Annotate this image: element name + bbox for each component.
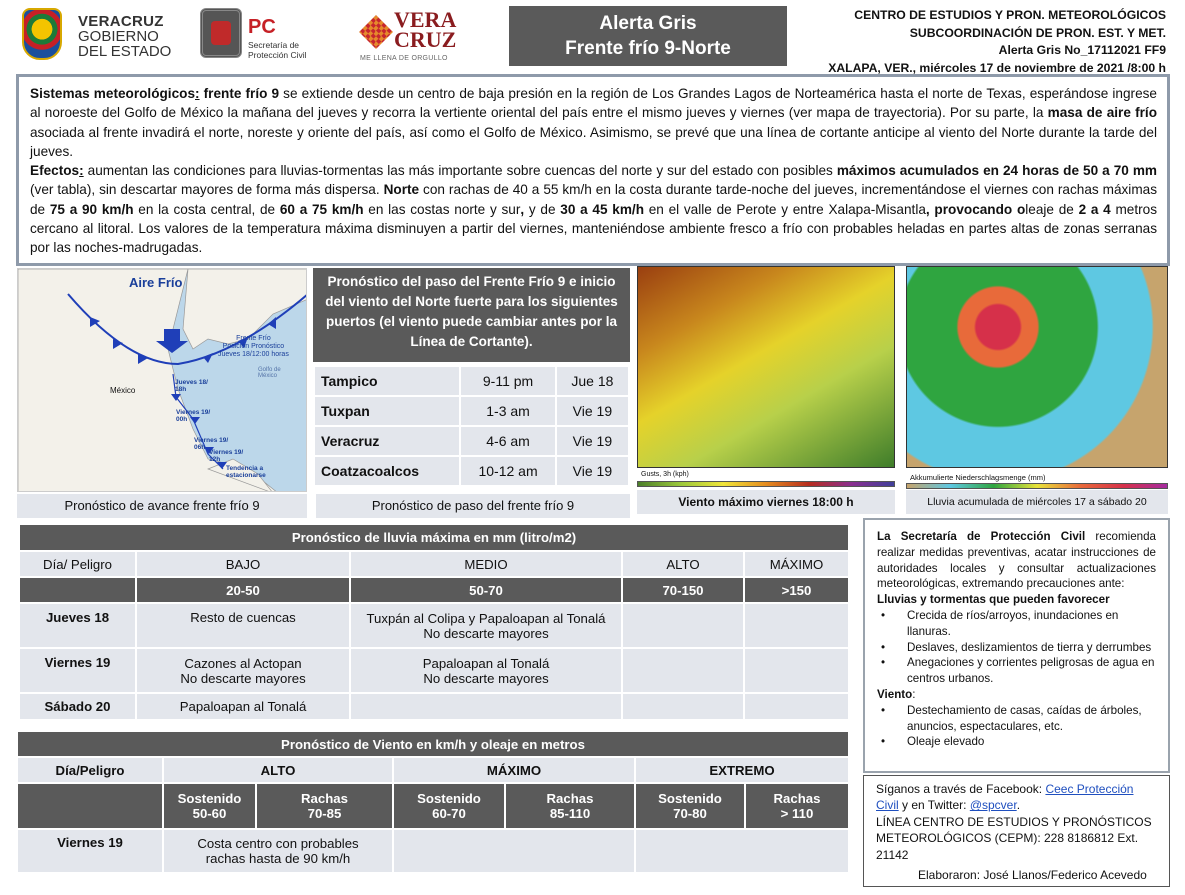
list-item: • Crecida de ríos/arroyos, inundaciones en llanuras. [877, 608, 1156, 640]
rain-medio: Papaloapan al Tonalá No descarte mayores [350, 648, 622, 693]
rain-map-caption: Lluvia acumulada de miércoles 17 a sábado 20 [906, 490, 1168, 514]
port-name: Tuxpan [314, 396, 460, 426]
effects-text1: aumentan las condiciones para lluvias-tormentas las más importante sobre cuencas del norte y sur del estado con posibles [83, 163, 837, 179]
rain-bajo: Papaloapan al Tonalá [136, 693, 350, 720]
veracruz-brand-logo [360, 7, 460, 68]
pc-text: Secretaría de Protección Civil [248, 40, 307, 60]
systems-paragraph: Sistemas meteorológicos: frente frío 9 se extiende desde un centro de baja presión en la región de Los Grandes Lagos de Norteamérica hasta el norte de Texas, esperándose ingrese al noroeste del Golfo de México la mañana del jueves y recorra la vertiente oriental del país entre el mismo jueves y viernes (ver mapa de trayectoria). Por su parte, la masa de aire frío asociada al frente invadirá el norte, noreste y oriente del país, así como el Golfo de México. Asimismo, se prevé que una línea de cortante anticipe al viento del Norte durante la tarde del jueves. [30, 86, 1157, 159]
list-item: • Deslaves, deslizamientos de tierra y derrumbes [877, 640, 1156, 656]
wind-day: Viernes 19 [17, 829, 163, 873]
effects-text2: (ver tabla), sin descartar mayores de forma más dispersa. [30, 182, 384, 198]
sub-label: Rachas [773, 791, 821, 806]
table-row [314, 456, 629, 486]
wind-forecast-table [16, 730, 850, 874]
effects-label: Efectos [30, 163, 80, 179]
effects-text8: leaje de [1025, 201, 1079, 217]
systems-airmass: masa de aire frío [1047, 105, 1157, 121]
sub-value: 60-70 [432, 806, 466, 821]
date-line: XALAPA, VER., miércoles 17 de noviembre de 2021 /8:00 h [828, 60, 1166, 75]
sub-label: Sostenido [177, 791, 242, 806]
sub-value: 70-85 [307, 806, 342, 821]
table-row [19, 693, 849, 720]
header-info [828, 7, 1166, 77]
pos4-label: Viernes 19/ 12h [209, 449, 244, 463]
air-label: Aire Frío [129, 275, 183, 290]
reco-wind-title-wrap: Viento: [877, 687, 916, 701]
port-day: Jue 18 [556, 366, 629, 396]
ports-header: Pronóstico del paso del Frente Frío 9 e inicio del viento del Norte fuerte para los siguientes puertos (el viento puede cambiar antes por la Línea de Cortante). [313, 268, 630, 362]
wind-sub-cell [635, 783, 745, 829]
rain-color-scale [906, 483, 1168, 489]
systems-text2: asociada al frente invadirá el norte, noreste y oriente del país, así como el Golfo de México. Asimismo, se prevé que una línea de cortante anticipe al viento del Norte durante la tarde del jueves. [30, 124, 1157, 159]
systems-description [16, 74, 1170, 266]
reco-rain-title: Lluvias y tormentas que pueden favorecer [877, 593, 1110, 607]
country-label: México [110, 386, 136, 395]
social-text: Síganos a través de Facebook: [876, 782, 1046, 796]
wind-color-scale [637, 481, 895, 487]
systems-front: frente frío 9 [203, 86, 280, 101]
rain-legend-label: Akkumulierte Niederschlagsmenge (mm) [910, 473, 1046, 482]
list-item: • Destechamiento de casas, caídas de árboles, anuncios, espectaculares, etc. [877, 703, 1156, 735]
effects-bold3: 75 a 90 km/h [49, 201, 134, 217]
veracruz-government-logo [22, 6, 192, 64]
effects-bold5: , [520, 201, 525, 217]
table-title-row [17, 731, 849, 757]
rain-alto [622, 648, 744, 693]
rain-day: Viernes 19 [19, 648, 136, 693]
range-alto: 70-150 [622, 577, 744, 603]
rain-bajo: Cazones al Actopan No descarte mayores [136, 648, 350, 693]
wind-sub-empty [17, 783, 163, 829]
wind-sub-cell [505, 783, 635, 829]
port-time: 1-3 am [460, 396, 556, 426]
list-item: • Anegaciones y corrientes peligrosas de agua en centros urbanos. [877, 655, 1156, 687]
alert-title: Alerta Gris [599, 13, 697, 34]
rain-table-title: Pronóstico de lluvia máxima en mm (litro/m2) [19, 524, 849, 551]
reco-intro-bold: La Secretaría de Protección Civil [877, 530, 1086, 543]
front-map-svg [18, 269, 307, 492]
rain-alto [622, 693, 744, 720]
wind-gust-map [637, 266, 895, 468]
effects-bold8: 2 a 4 [1078, 201, 1111, 217]
logo-line3: DEL ESTADO [78, 43, 172, 60]
sub-value: > 110 [780, 806, 814, 821]
wind-header-maximo: MÁXIMO [393, 757, 635, 783]
systems-text1: se extiende desde un centro de baja presión en la región de Los Grandes Lagos de Norteamérica hasta el norte de Texas, esperándose ingrese al noroeste del Golfo de México la mañana del jueves y recorra la vertiente oriental del país entre el mismo jueves y viernes (ver mapa de trayectoria). Por su parte, la [30, 86, 1157, 121]
reco-rain-list [877, 608, 1156, 687]
pos2-label: Viernes 19/ 00h [176, 409, 211, 423]
table-subheader-row [17, 783, 849, 829]
rain-accumulation-map [906, 266, 1168, 468]
wind-sub-cell [745, 783, 849, 829]
header-maximo: MÁXIMO [744, 551, 849, 577]
alert-subtitle: Frente frío 9-Norte [565, 38, 731, 59]
range-empty [19, 577, 136, 603]
rain-day: Jueves 18 [19, 603, 136, 648]
bulletin-id: Alerta Gris No_17112021 FF9 [998, 43, 1166, 57]
wind-extremo [635, 829, 849, 873]
proteccion-civil-logo [200, 8, 330, 62]
pos1-label: Jueves 18/ 18h [175, 379, 208, 393]
rain-forecast-table [18, 523, 850, 721]
social-line [876, 781, 1157, 814]
wind-header-day: Día/Peligro [17, 757, 163, 783]
table-row [17, 829, 849, 873]
port-time: 10-12 am [460, 456, 556, 486]
table-title-row [19, 524, 849, 551]
effects-bold1: máximos acumulados en 24 horas de 50 a 70 mm [836, 163, 1158, 179]
logo-line2: GOBIERNO [78, 28, 159, 45]
social-text3: . [1016, 798, 1021, 813]
brand-line1: VERA [394, 7, 457, 32]
rain-max [744, 693, 849, 720]
trend-label: Tendencia a estacionarse [226, 465, 266, 479]
rain-day: Sábado 20 [19, 693, 136, 720]
sub-value: 70-80 [673, 806, 707, 821]
rain-max [744, 603, 849, 648]
wind-map-caption: Viento máximo viernes 18:00 h [637, 490, 895, 514]
rain-bajo: Resto de cuencas [136, 603, 350, 648]
pc-emblem-icon [200, 8, 242, 58]
gulf-label: Golfo de México [258, 367, 281, 379]
port-time: 9-11 pm [460, 366, 556, 396]
effects-paragraph: Efectos: aumentan las condiciones para lluvias-tormentas las más importante sobre cuencas del norte y sur del estado con posibles máximos acumulados en 24 horas de 50 a 70 mm (ver tabla), sin descartar mayores de forma más dispersa. Norte con rachas de 40 a 55 km/h en la costa durante tarde-noche del jueves, incrementándose el viernes con rachas máximas de 75 a 90 km/h en la costa central, de 60 a 75 km/h en las costas norte y sur, y de 30 a 45 km/h en el valle de Perote y entre Xalapa-Misantla, provocando oleaje de 2 a 4 metros cercano al litoral. Los valores de la temperatura máxima disminuyen a partir del viernes, manteniéndose ambiente fresco a frío con probables heladas en partes altas de zonas serranas por las noches-madrugadas. [30, 163, 1158, 256]
wind-sub-cell [256, 783, 393, 829]
recommendations-box [863, 518, 1170, 773]
list-item: • Oleaje elevado [877, 734, 1156, 750]
header-bajo: BAJO [136, 551, 350, 577]
sub-label: Rachas [546, 791, 594, 806]
ports-caption: Pronóstico de paso del frente frío 9 [316, 494, 630, 518]
wind-legend-label: Gusts, 3h (kph) [641, 471, 689, 478]
port-day: Vie 19 [556, 456, 629, 486]
pc-abbr: PC [248, 16, 276, 38]
sub-label: Sostenido [417, 791, 481, 806]
brand-slogan: ME LLENA DE ORGULLO [360, 55, 448, 62]
sub-value: 85-110 [549, 806, 591, 821]
alert-title-box [509, 6, 787, 66]
effects-text6: y de [524, 201, 561, 217]
range-maximo: >150 [744, 577, 849, 603]
front-track-map [17, 268, 307, 492]
brand-line2: CRUZ [394, 27, 457, 52]
port-name: Coatzacoalcos [314, 456, 460, 486]
rain-alto [622, 603, 744, 648]
reco-wind-list [877, 703, 1156, 750]
wind-maximo [393, 829, 635, 873]
facebook-link[interactable]: Ceec Protección Civil [876, 782, 1134, 813]
port-name: Tampico [314, 366, 460, 396]
sub-label: Sostenido [658, 791, 722, 806]
effects-bold6: 30 a 45 km/h [560, 201, 644, 217]
port-name: Veracruz [314, 426, 460, 456]
table-row [314, 396, 629, 426]
org-line2: SUBCOORDINACIÓN DE PRON. EST. Y MET. [909, 25, 1166, 40]
authors-line: Elaboraron: José Llanos/Federico Acevedo [918, 868, 1147, 883]
wind-header-alto: ALTO [163, 757, 393, 783]
veracruz-pattern-icon [359, 15, 393, 49]
reco-intro [877, 529, 1156, 592]
cepm-phone-line: LÍNEA CENTRO DE ESTUDIOS Y PRONÓSTICOS METEOROLÓGICOS (CEPM): 228 8186812 Ext. 21142 [876, 814, 1152, 862]
header-alto: ALTO [622, 551, 744, 577]
wind-sub-cell [393, 783, 505, 829]
twitter-link[interactable]: @spcver [969, 798, 1017, 813]
port-time: 4-6 am [460, 426, 556, 456]
table-header-row [17, 757, 849, 783]
veracruz-shield-icon [22, 8, 62, 60]
effects-text5: en las costas norte y sur [363, 201, 521, 217]
effects-text4: en la costa central, de [133, 201, 280, 217]
range-medio: 50-70 [350, 577, 622, 603]
reco-wind-title: Viento [877, 687, 913, 701]
wind-header-extremo: EXTREMO [635, 757, 849, 783]
wind-table-title: Pronóstico de Viento en km/h y oleaje en metros [17, 731, 849, 757]
reco-intro-text: recomienda realizar medidas preventivas, acatar instrucciones de autoridades locales y consultar actualizaciones meteorológicas, extremando precauciones ante: [877, 530, 1156, 591]
sub-label: Rachas [301, 791, 348, 806]
table-row [19, 648, 849, 693]
table-row [19, 603, 849, 648]
systems-label: Sistemas meteorológicos [30, 86, 196, 101]
header-medio: MEDIO [350, 551, 622, 577]
logo-line1: VERACRUZ [78, 13, 164, 30]
org-line1: CENTRO DE ESTUDIOS Y PRON. METEOROLÓGICOS [854, 8, 1166, 22]
effects-bold7: , provocando o [925, 201, 1026, 217]
effects-text7: en el valle de Perote y entre Xalapa-Misantla [644, 201, 926, 217]
effects-text3: con rachas de 40 a 55 km/h en la costa durante tarde-noche del jueves, incrementándose el viernes con rachas máximas de [30, 182, 1157, 217]
effects-bold4: 60 a 75 km/h [279, 201, 364, 217]
port-day: Vie 19 [556, 426, 629, 456]
pos3-label: Viernes 19/ 06h [194, 437, 229, 451]
range-bajo: 20-50 [136, 577, 350, 603]
rain-max [744, 648, 849, 693]
rain-medio [350, 693, 622, 720]
wind-alto: Costa centro con probables rachas hasta de 90 km/h [163, 829, 393, 873]
contact-box [863, 775, 1170, 887]
front-label: Frente Frío Posición Pronóstico Jueves 18/12:00 horas [218, 335, 289, 358]
ports-forecast [313, 268, 630, 487]
header-day: Día/ Peligro [19, 551, 136, 577]
front-map-caption: Pronóstico de avance frente frío 9 [17, 494, 307, 518]
rain-medio: Tuxpán al Colipa y Papaloapan al Tonalá No descarte mayores [350, 603, 622, 648]
table-row [314, 426, 629, 456]
wind-sub-cell [163, 783, 256, 829]
table-header-row [19, 551, 849, 577]
sub-value: 50-60 [192, 806, 227, 821]
table-row [314, 366, 629, 396]
effects-bold2: Norte [383, 182, 420, 198]
social-text2: y en Twitter: [898, 798, 970, 813]
table-range-row [19, 577, 849, 603]
ports-table [313, 365, 630, 487]
effects-text9: metros cercano al litoral. Los valores de la temperatura máxima disminuyen a partir del viernes, manteniéndose ambiente fresco a frío con probables heladas en partes altas de zonas serranas por las noches-madrugadas. [30, 201, 1157, 256]
port-day: Vie 19 [556, 396, 629, 426]
